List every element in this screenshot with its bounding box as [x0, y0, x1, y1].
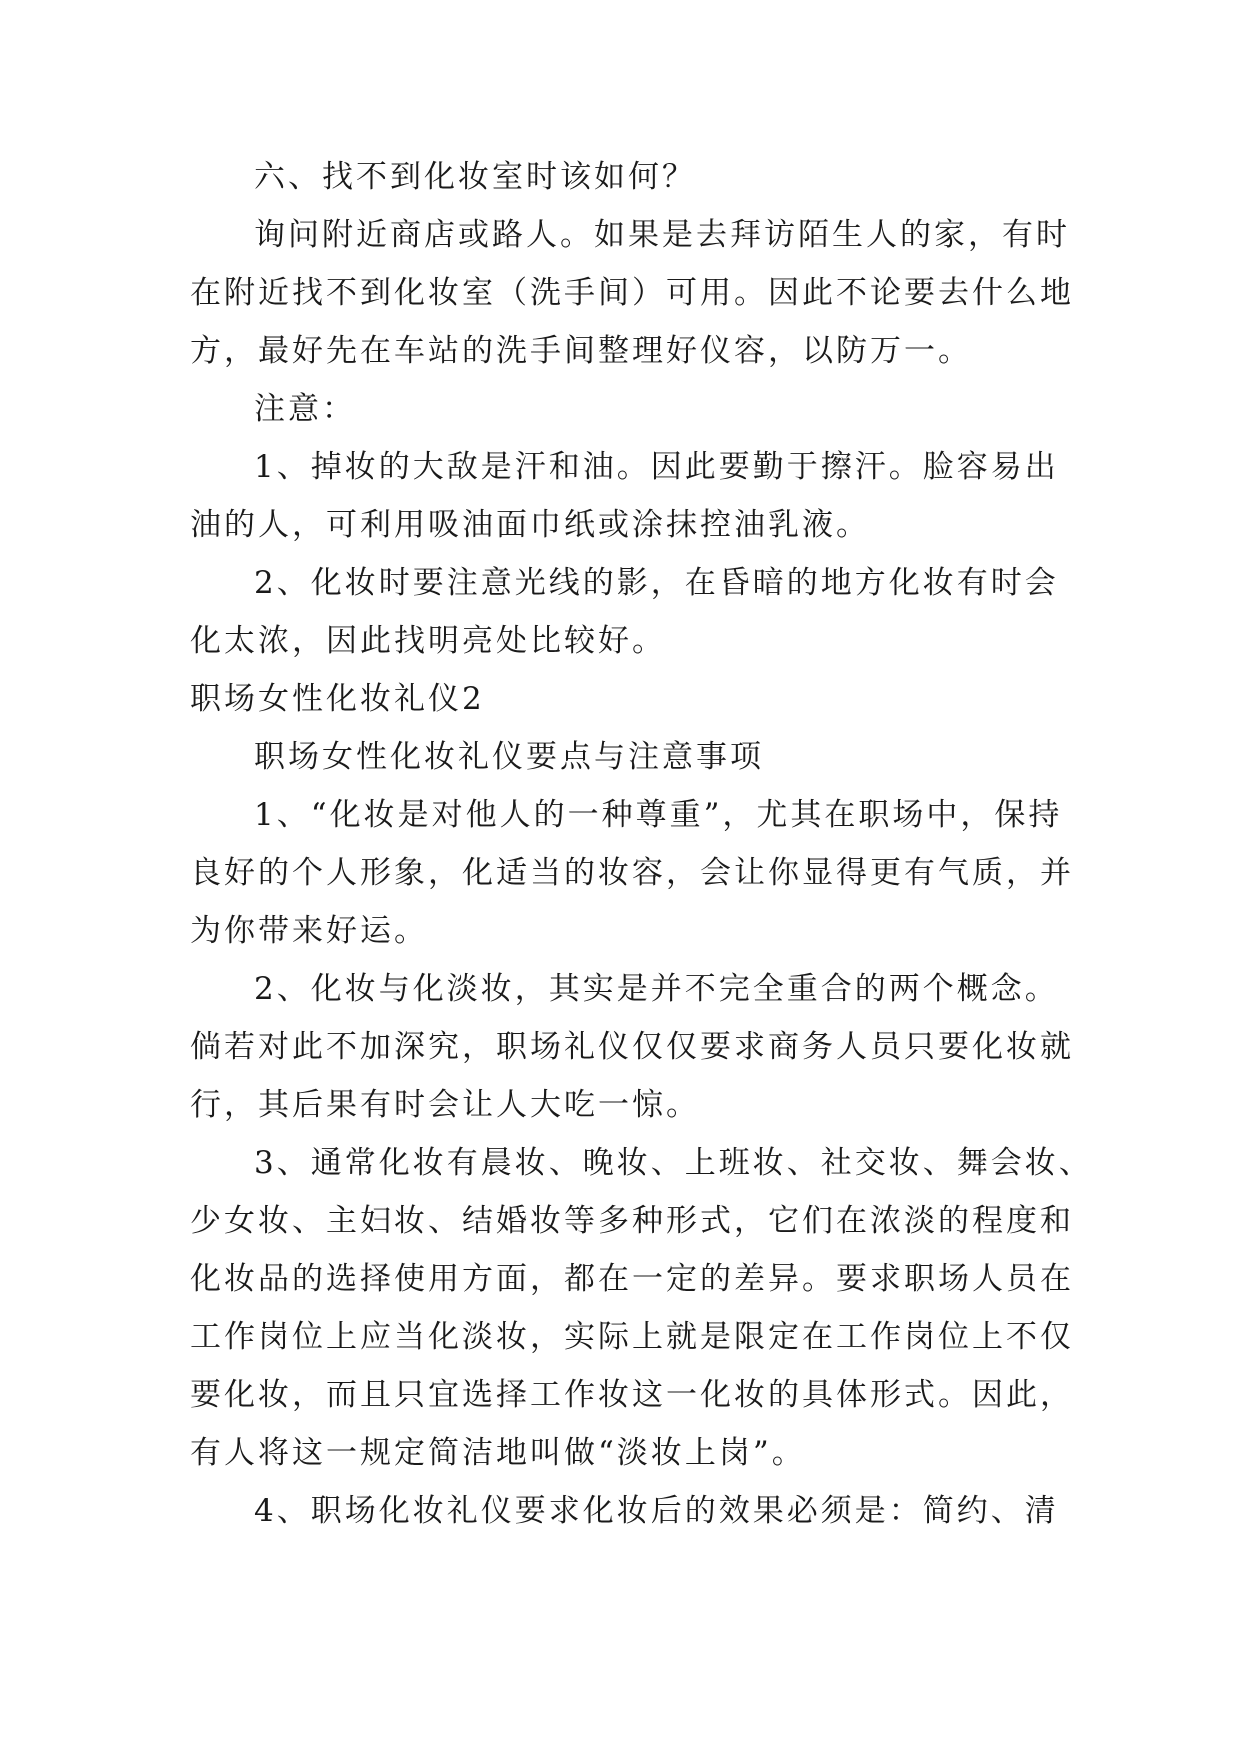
document-page	[190, 148, 1093, 1540]
paragraph-line: 有人将这一规定简洁地叫做“淡妆上岗”。	[190, 1435, 806, 1471]
paragraph-line: 3、通常化妆有晨妆、晚妆、上班妆、社交妆、舞会妆、	[254, 1145, 1093, 1181]
paragraph-line: 1、掉妆的大敌是汗和油。因此要勤于擦汗。脸容易出	[254, 449, 1059, 485]
paragraph-line: 倘若对此不加深究，职场礼仪仅仅要求商务人员只要化妆就	[190, 1029, 1074, 1065]
paragraph-line: 1、“化妆是对他人的一种尊重”，尤其在职场中，保持	[254, 797, 1063, 833]
paragraph-line: 询问附近商店或路人。如果是去拜访陌生人的家，有时	[254, 217, 1070, 253]
paragraph-line: 油的人，可利用吸油面巾纸或涂抹控油乳液。	[190, 507, 870, 543]
article-title: 职场女性化妆礼仪2	[190, 681, 485, 717]
section-heading-six: 六、找不到化妆室时该如何？	[254, 159, 696, 195]
paragraph-line: 4、职场化妆礼仪要求化妆后的效果必须是：简约、清	[254, 1493, 1059, 1529]
paragraph-line: 为你带来好运。	[190, 913, 428, 949]
paragraph-line: 少女妆、主妇妆、结婚妆等多种形式，它们在浓淡的程度和	[190, 1203, 1074, 1239]
paragraph-line: 2、化妆与化淡妆，其实是并不完全重合的两个概念。	[254, 971, 1059, 1007]
paragraph-line: 要化妆，而且只宜选择工作妆这一化妆的具体形式。因此，	[190, 1377, 1074, 1413]
paragraph-line: 良好的个人形象，化适当的妆容，会让你显得更有气质，并	[190, 855, 1074, 891]
note-heading: 注意：	[254, 391, 356, 427]
paragraph-line: 化妆品的选择使用方面，都在一定的差异。要求职场人员在	[190, 1261, 1074, 1297]
paragraph-line: 2、化妆时要注意光线的影，在昏暗的地方化妆有时会	[254, 565, 1059, 601]
paragraph-line: 工作岗位上应当化淡妆，实际上就是限定在工作岗位上不仅	[190, 1319, 1074, 1355]
paragraph-line: 方，最好先在车站的洗手间整理好仪容，以防万一。	[190, 333, 972, 369]
paragraph-line: 在附近找不到化妆室（洗手间）可用。因此不论要去什么地	[190, 275, 1074, 311]
article-subtitle: 职场女性化妆礼仪要点与注意事项	[254, 739, 764, 775]
paragraph-line: 行，其后果有时会让人大吃一惊。	[190, 1087, 700, 1123]
paragraph-line: 化太浓，因此找明亮处比较好。	[190, 623, 666, 659]
